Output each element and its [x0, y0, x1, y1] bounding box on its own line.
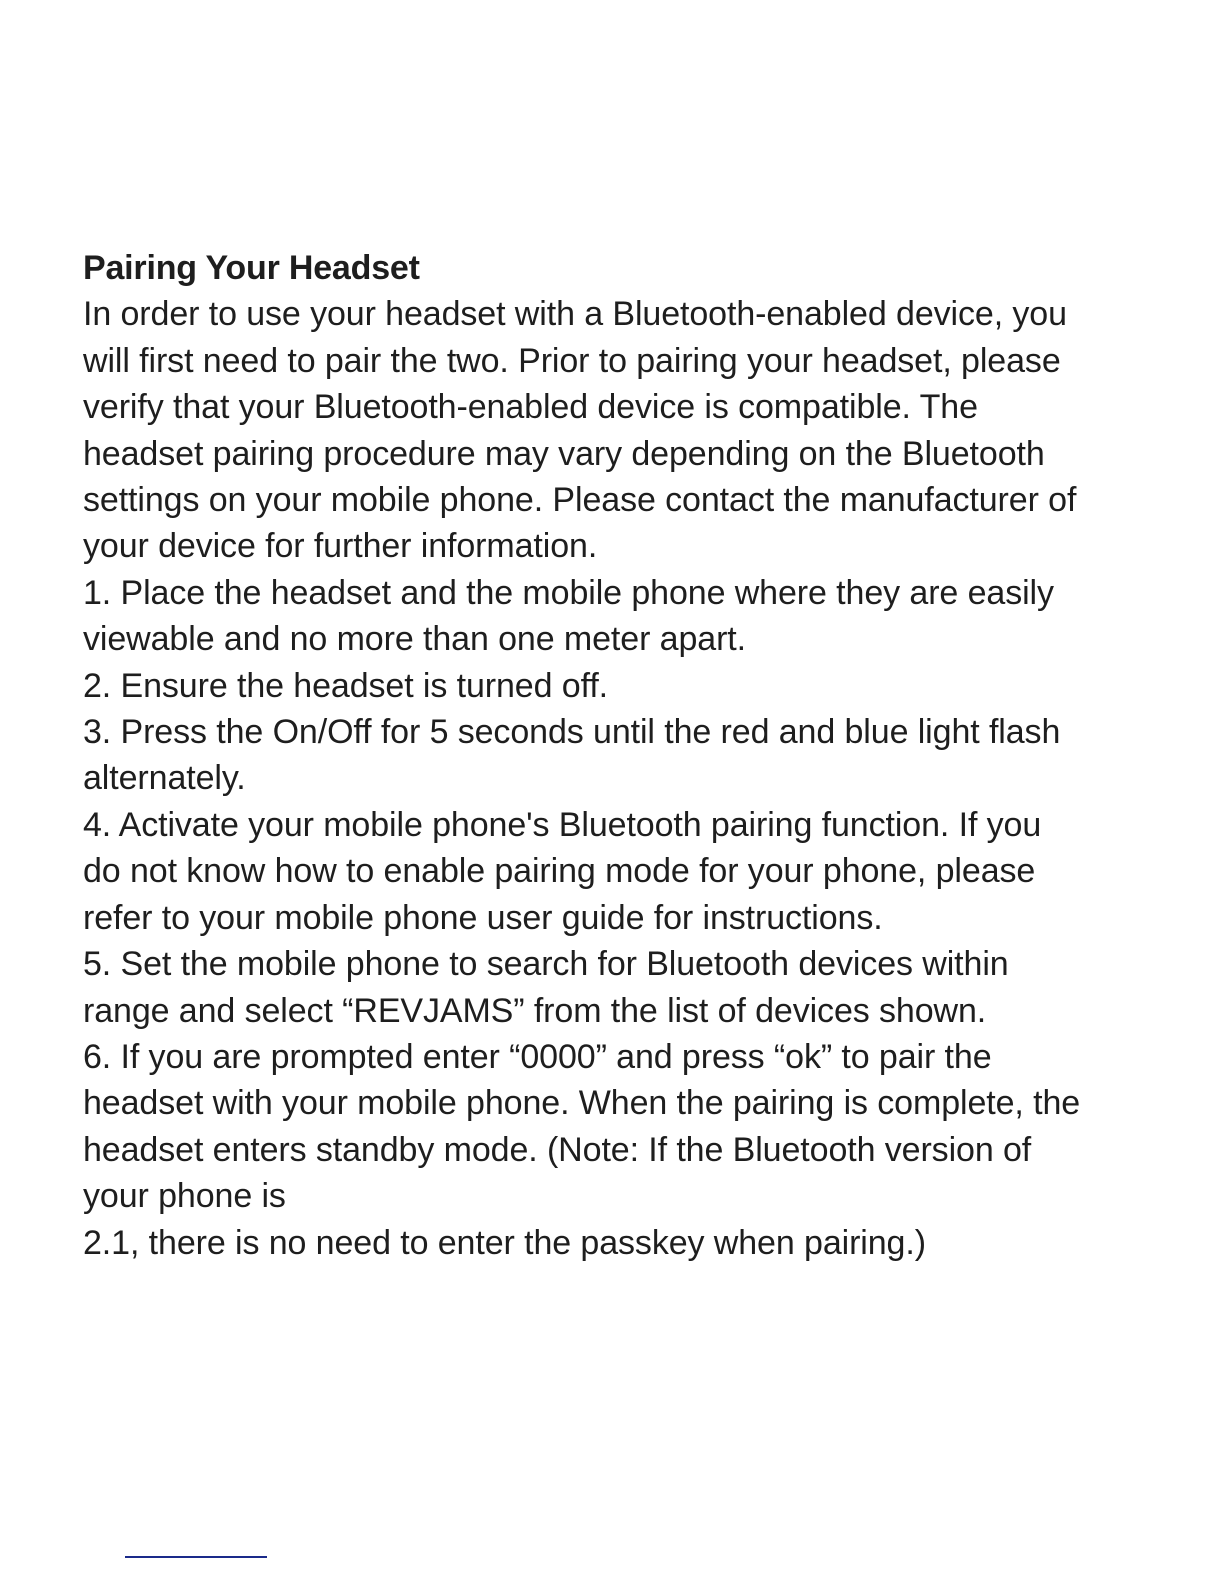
- step-6-line: headset with your mobile phone. When the pairing is complete, the: [83, 1084, 1081, 1123]
- step-4-line: 4. Activate your mobile phone's Bluetooth pairing function. If you: [83, 805, 1042, 844]
- body-line: your device for further information.: [83, 527, 598, 566]
- step-5-line: range and select “REVJAMS” from the list of devices shown.: [83, 991, 987, 1030]
- step-4-line: refer to your mobile phone user guide for instructions.: [83, 898, 883, 937]
- page-title: Pairing Your Headset: [83, 249, 420, 287]
- body-line: will first need to pair the two. Prior to pairing your headset, please: [83, 341, 1061, 380]
- step-6-line: headset enters standby mode. (Note: If the Bluetooth version of: [83, 1130, 1032, 1169]
- step-6-line: 2.1, there is no need to enter the passkey when pairing.): [83, 1223, 926, 1262]
- step-3-line: 3. Press the On/Off for 5 seconds until the red and blue light flash: [83, 713, 1061, 752]
- body-line: headset pairing procedure may vary depending on the Bluetooth: [83, 434, 1045, 473]
- step-2-line: 2. Ensure the headset is turned off.: [83, 666, 609, 705]
- footer-rule: [125, 1556, 267, 1558]
- step-1-line: 1. Place the headset and the mobile phone where they are easily: [83, 573, 1054, 612]
- document-page: [83, 245, 1143, 1266]
- step-6-line: 6. If you are prompted enter “0000” and press “ok” to pair the: [83, 1037, 992, 1076]
- step-3-line: alternately.: [83, 759, 246, 798]
- step-4-line: do not know how to enable pairing mode for your phone, please: [83, 852, 1036, 891]
- body-line: In order to use your headset with a Bluetooth-enabled device, you: [83, 295, 1067, 334]
- step-6-line: your phone is: [83, 1177, 286, 1216]
- step-1-line: viewable and no more than one meter apart.: [83, 620, 746, 659]
- step-5-line: 5. Set the mobile phone to search for Bluetooth devices within: [83, 945, 1009, 984]
- body-line: verify that your Bluetooth-enabled device is compatible. The: [83, 388, 978, 427]
- body-line: settings on your mobile phone. Please contact the manufacturer of: [83, 481, 1077, 520]
